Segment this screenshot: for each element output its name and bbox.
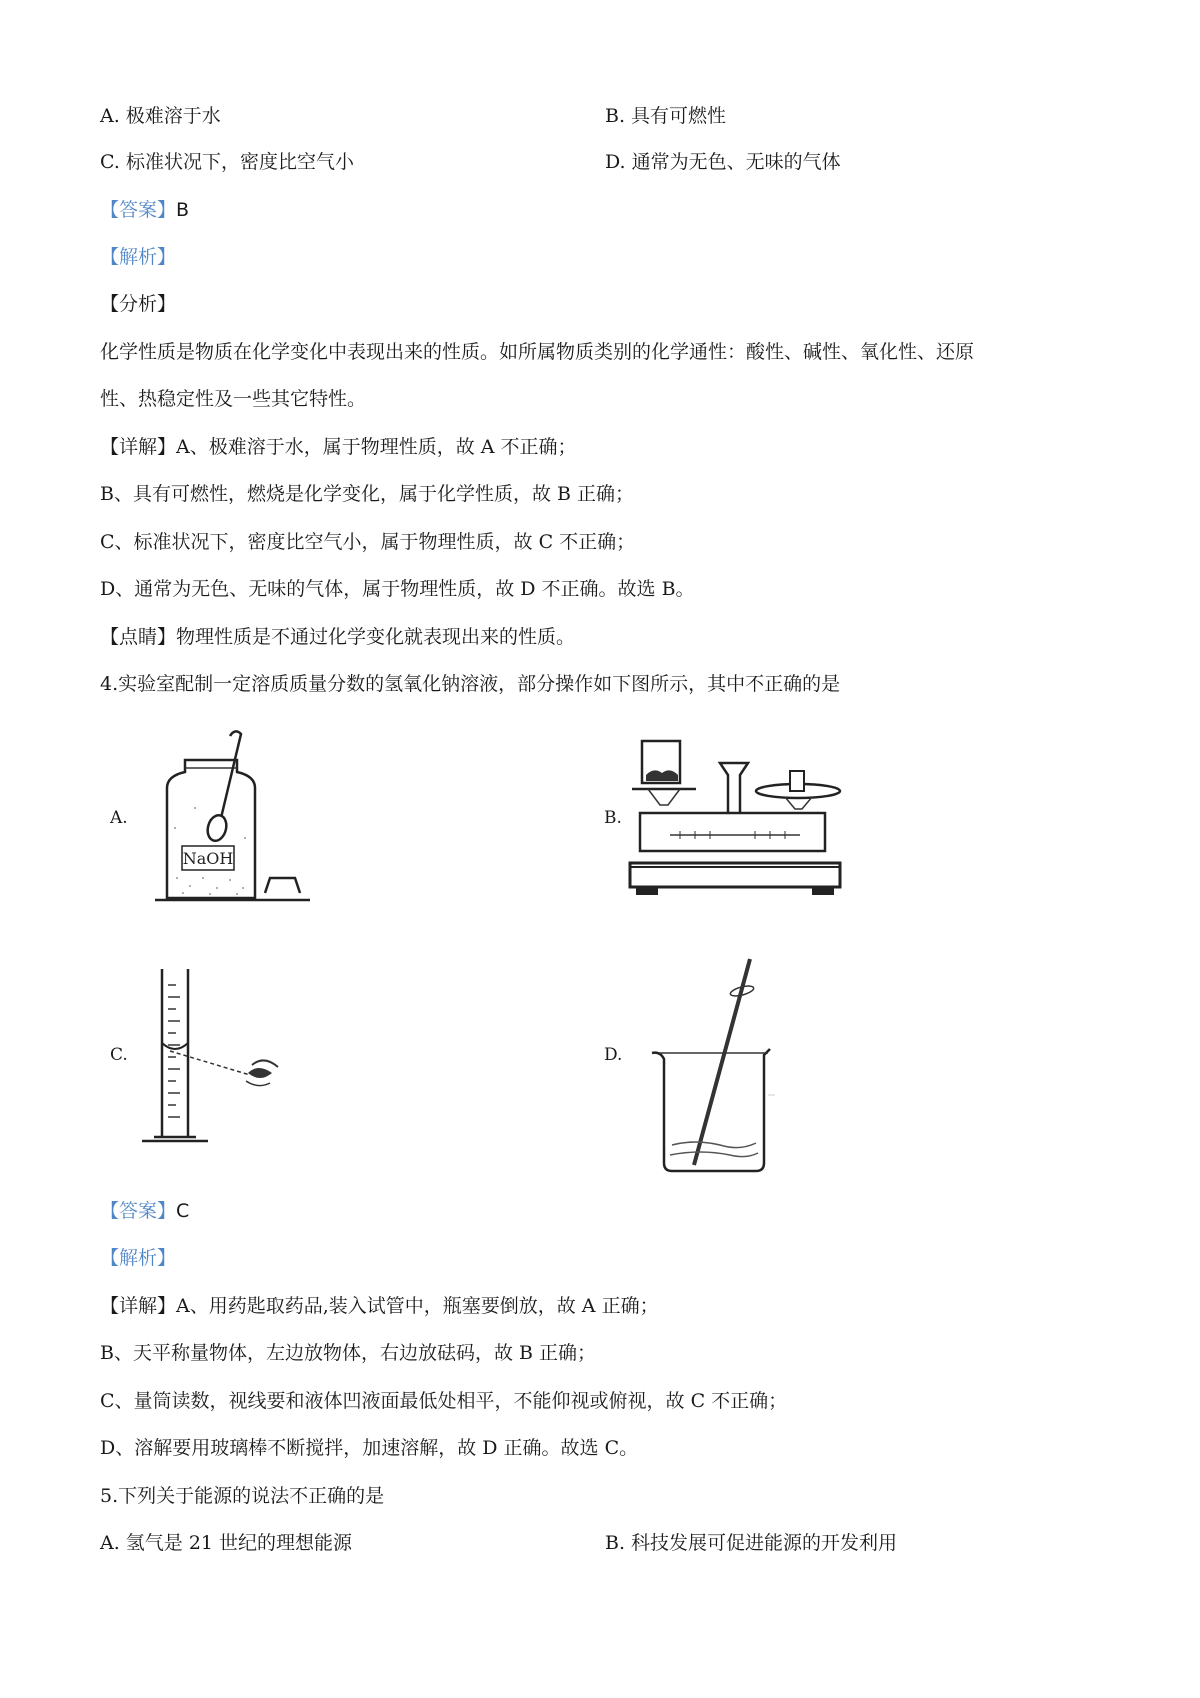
q3-option-a: A. 极难溶于水: [100, 105, 221, 127]
answer-tag: 【答案】: [100, 1200, 177, 1222]
figure-c-cylinder: [140, 965, 300, 1145]
q4-stem: 4.实验室配制一定溶质质量分数的氢氧化钠溶液，部分操作如下图所示，其中不正确的是: [100, 673, 841, 695]
figure-a-reagent-bottle: [155, 728, 315, 903]
q3-fenxi-line1: 化学性质是物质在化学变化中表现出来的性质。如所属物质类别的化学通性：酸性、碱性、氧化性、还原: [100, 341, 975, 363]
q3-dianjing: 【点睛】物理性质是不通过化学变化就表现出来的性质。: [100, 626, 576, 648]
q3-detail-d: D、通常为无色、无味的气体，属于物理性质，故 D 不正确。故选 B。: [100, 578, 695, 600]
answer-value: C: [176, 1200, 190, 1222]
q3-detail-b: B、具有可燃性，燃烧是化学变化，属于化学性质，故 B 正确；: [100, 483, 635, 505]
q3-detail-a: 【详解】A、极难溶于水，属于物理性质，故 A 不正确；: [100, 436, 577, 458]
bottle-label: NaOH: [182, 849, 234, 868]
q3-option-d: D. 通常为无色、无味的气体: [605, 151, 841, 173]
figure-label-b: B.: [604, 808, 622, 828]
figure-d-beaker: [650, 955, 790, 1175]
q4-detail-d: D、溶解要用玻璃棒不断搅拌，加速溶解，故 D 正确。故选 C。: [100, 1437, 639, 1459]
q4-detail-a: 【详解】A、用药匙取药品,装入试管中，瓶塞要倒放，故 A 正确；: [100, 1295, 659, 1317]
q3-option-c: C. 标准状况下，密度比空气小: [100, 151, 354, 173]
q3-analysis-tag: 【解析】: [100, 246, 177, 268]
q3-answer: [100, 197, 189, 223]
q5-option-b: B. 科技发展可促进能源的开发利用: [605, 1532, 898, 1554]
q5-option-a: A. 氢气是 21 世纪的理想能源: [100, 1532, 353, 1554]
q4-detail-b: B、天平称量物体，左边放物体，右边放砝码，故 B 正确；: [100, 1342, 597, 1364]
figure-label-c: C.: [110, 1045, 128, 1065]
q3-fenxi-tag: 【分析】: [100, 293, 177, 315]
figure-label-a: A.: [110, 808, 128, 828]
q4-detail-c: C、量筒读数，视线要和液体凹液面最低处相平，不能仰视或俯视，故 C 不正确；: [100, 1390, 788, 1412]
q3-fenxi-line2: 性、热稳定性及一些其它特性。: [100, 388, 367, 410]
answer-value: B: [176, 199, 190, 221]
q3-detail-c: C、标准状况下，密度比空气小，属于物理性质，故 C 不正确；: [100, 531, 636, 553]
q3-option-b: B. 具有可燃性: [605, 105, 727, 127]
q5-stem: 5.下列关于能源的说法不正确的是: [100, 1485, 385, 1507]
figure-label-d: D.: [604, 1045, 623, 1065]
q4-analysis-tag: 【解析】: [100, 1247, 177, 1269]
answer-tag: 【答案】: [100, 199, 177, 221]
figure-b-balance: [630, 735, 845, 900]
q4-answer: [100, 1198, 189, 1224]
